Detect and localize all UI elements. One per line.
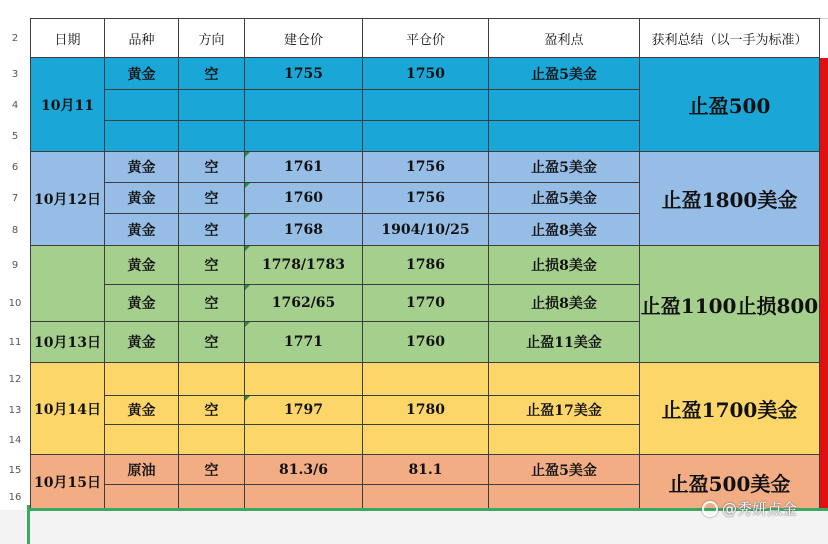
- cell-open[interactable]: 1762/65: [245, 285, 363, 322]
- cell-close[interactable]: [363, 485, 489, 510]
- cell-pnl[interactable]: 止盈17美金: [489, 396, 640, 425]
- header-direction[interactable]: 方向: [179, 18, 245, 58]
- selection-border-left: [27, 505, 30, 544]
- cell-direction[interactable]: [179, 121, 245, 152]
- cell-summary[interactable]: 止盈500: [640, 58, 820, 152]
- row-number[interactable]: 12: [0, 363, 30, 396]
- cell-direction[interactable]: 空: [179, 58, 245, 90]
- cell-direction[interactable]: 空: [179, 152, 245, 183]
- cell-close[interactable]: 1786: [363, 246, 489, 285]
- cell-direction[interactable]: [179, 363, 245, 396]
- cell-open[interactable]: 1797: [245, 396, 363, 425]
- row-number[interactable]: 5: [0, 121, 30, 152]
- cell-open[interactable]: [245, 363, 363, 396]
- cell-variety[interactable]: 黄金: [105, 246, 179, 285]
- cell-open[interactable]: 1755: [245, 58, 363, 90]
- cell-close[interactable]: 1780: [363, 396, 489, 425]
- cell-close[interactable]: [363, 121, 489, 152]
- cell-open[interactable]: [245, 485, 363, 510]
- row-number[interactable]: 14: [0, 425, 30, 455]
- header-open-price[interactable]: 建仓价: [245, 18, 363, 58]
- cell-close[interactable]: 1760: [363, 322, 489, 363]
- cell-variety[interactable]: [105, 121, 179, 152]
- cell-pnl[interactable]: 止盈5美金: [489, 58, 640, 90]
- cell-close[interactable]: 1750: [363, 58, 489, 90]
- cell-open[interactable]: 1771: [245, 322, 363, 363]
- cell-pnl[interactable]: [489, 425, 640, 455]
- row-number[interactable]: 2: [0, 18, 30, 58]
- row-number[interactable]: 6: [0, 152, 30, 183]
- cell-variety[interactable]: [105, 485, 179, 510]
- cell-variety[interactable]: 原油: [105, 455, 179, 485]
- cell-close[interactable]: [363, 425, 489, 455]
- row-number[interactable]: 15: [0, 455, 30, 485]
- cell-variety[interactable]: [105, 90, 179, 121]
- cell-date[interactable]: 10月13日: [30, 322, 105, 363]
- cell-direction[interactable]: [179, 485, 245, 510]
- cell-pnl[interactable]: 止盈5美金: [489, 152, 640, 183]
- cell-close[interactable]: 1756: [363, 183, 489, 214]
- cell-pnl[interactable]: 止损8美金: [489, 246, 640, 285]
- cell-close[interactable]: 1904/10/25: [363, 214, 489, 246]
- header-date[interactable]: 日期: [30, 18, 105, 58]
- cell-summary[interactable]: 止盈1700美金: [640, 363, 820, 455]
- header-pnl-point[interactable]: 盈利点: [489, 18, 640, 58]
- cell-pnl[interactable]: 止盈5美金: [489, 183, 640, 214]
- cell-close[interactable]: 1756: [363, 152, 489, 183]
- cell-summary[interactable]: 止盈500美金: [640, 455, 820, 510]
- cell-variety[interactable]: [105, 363, 179, 396]
- cell-open[interactable]: 1768: [245, 214, 363, 246]
- cell-direction[interactable]: 空: [179, 396, 245, 425]
- cell-variety[interactable]: 黄金: [105, 396, 179, 425]
- row-number[interactable]: 13: [0, 396, 30, 425]
- cell-date[interactable]: [30, 246, 105, 322]
- cell-close[interactable]: 81.1: [363, 455, 489, 485]
- cell-direction[interactable]: [179, 425, 245, 455]
- row-number[interactable]: 8: [0, 214, 30, 246]
- cell-close[interactable]: [363, 90, 489, 121]
- cell-summary[interactable]: 止盈1100止损800: [640, 246, 820, 363]
- cell-pnl[interactable]: 止盈8美金: [489, 214, 640, 246]
- cell-close[interactable]: [363, 363, 489, 396]
- header-summary[interactable]: 获利总结（以一手为标准）: [640, 18, 820, 58]
- cell-pnl[interactable]: [489, 121, 640, 152]
- watermark: [702, 498, 797, 519]
- cell-date[interactable]: 10月14日: [30, 363, 105, 455]
- platform-logo-icon: [702, 501, 718, 517]
- cell-date[interactable]: 10月15日: [30, 455, 105, 510]
- cell-open[interactable]: 1760: [245, 183, 363, 214]
- cell-variety[interactable]: 黄金: [105, 322, 179, 363]
- cell-open[interactable]: 1761: [245, 152, 363, 183]
- cell-variety[interactable]: 黄金: [105, 285, 179, 322]
- row-number[interactable]: 16: [0, 485, 30, 510]
- cell-pnl[interactable]: [489, 90, 640, 121]
- cell-open[interactable]: 81.3/6: [245, 455, 363, 485]
- cell-open[interactable]: [245, 425, 363, 455]
- cell-direction[interactable]: [179, 90, 245, 121]
- cell-close[interactable]: 1770: [363, 285, 489, 322]
- cell-date[interactable]: 10月12日: [30, 152, 105, 246]
- cell-variety[interactable]: [105, 425, 179, 455]
- cell-date[interactable]: 10月11: [30, 58, 105, 152]
- cell-pnl[interactable]: 止损8美金: [489, 285, 640, 322]
- cell-pnl[interactable]: [489, 485, 640, 510]
- cell-variety[interactable]: 黄金: [105, 214, 179, 246]
- row-number[interactable]: 11: [0, 322, 30, 363]
- row-number[interactable]: 7: [0, 183, 30, 214]
- cell-direction[interactable]: 空: [179, 214, 245, 246]
- row-number[interactable]: 9: [0, 246, 30, 285]
- cell-summary[interactable]: 止盈1800美金: [640, 152, 820, 246]
- cell-open[interactable]: 1778/1783: [245, 246, 363, 285]
- row-number[interactable]: 4: [0, 90, 30, 121]
- column-header-strip: [0, 0, 828, 19]
- cell-direction[interactable]: 空: [179, 322, 245, 363]
- row-number[interactable]: 3: [0, 58, 30, 90]
- red-border-highlight: [820, 58, 828, 510]
- cell-open[interactable]: [245, 121, 363, 152]
- cell-open[interactable]: [245, 90, 363, 121]
- header-close-price[interactable]: 平仓价: [363, 18, 489, 58]
- cell-direction[interactable]: 空: [179, 285, 245, 322]
- cell-variety[interactable]: 黄金: [105, 58, 179, 90]
- header-variety[interactable]: 品种: [105, 18, 179, 58]
- cell-direction[interactable]: 空: [179, 183, 245, 214]
- cell-direction[interactable]: 空: [179, 455, 245, 485]
- cell-pnl[interactable]: 止盈5美金: [489, 455, 640, 485]
- cell-direction[interactable]: 空: [179, 246, 245, 285]
- row-number[interactable]: 10: [0, 285, 30, 322]
- cell-pnl[interactable]: [489, 363, 640, 396]
- watermark-text: @秀妍点金: [722, 500, 798, 518]
- cell-pnl[interactable]: 止盈11美金: [489, 322, 640, 363]
- cell-variety[interactable]: 黄金: [105, 183, 179, 214]
- cell-variety[interactable]: 黄金: [105, 152, 179, 183]
